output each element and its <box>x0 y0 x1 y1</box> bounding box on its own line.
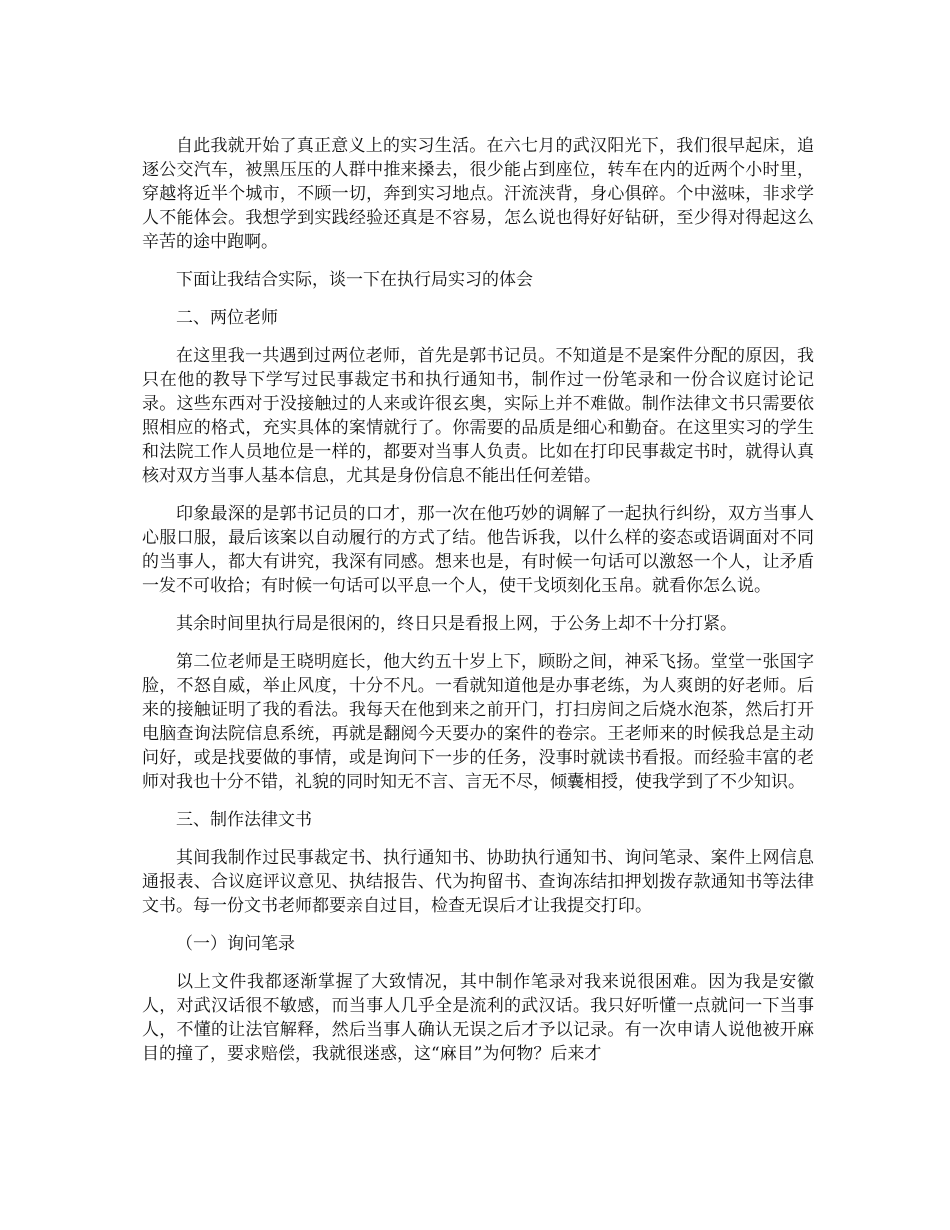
subsection-heading-inquiry-record: （一）询问笔录 <box>176 934 295 954</box>
paragraph-intro-experience: 下面让我结合实际，谈一下在执行局实习的体会 <box>176 270 533 290</box>
paragraph-judge-wang: 第二位老师是王晓明庭长，他大约五十岁上下，顾盼之间，神采飞扬。堂堂一张国字脸，不怒自威，举止风度，十分不凡。一看就知道他是办事老练，为人爽朗的好老师。后来的接触证明了我的看法。我每天在他到来之前开门，打扫房间之后烧水泡茶，然后打开电脑查询法院信息系统，再就是翻阅今天要办的案件的卷宗。王老师来的时候我总是主动问好，或是找要做的事情，或是询问下一步的任务，没事时就读书看报。而经验丰富的老师对我也十分不错，礼貌的同时知无不言、言无不尽，倾囊相授，使我学到了不少知识。 <box>142 652 814 792</box>
paragraph-clerk-guo: 在这里我一共遇到过两位老师，首先是郭书记员。不知道是不是案件分配的原因，我只在他的教导下学写过民事裁定书和执行通知书，制作过一份笔录和一份合议庭讨论记录。这些东西对于没接触过的人来或许很玄奥，实际上并不难做。制作法律文书只需要依照相应的格式，充实具体的案情就行了。你需要的品质是细心和勤奋。在这里实习的学生和法院工作人员地位是一样的，都要对当事人负责。比如在打印民事裁定书时，就得认真核对双方当事人基本信息，尤其是身份信息不能出任何差错。 <box>142 346 814 486</box>
paragraph-inquiry-difficulty: 以上文件我都逐渐掌握了大致情况，其中制作笔录对我来说很困难。因为我是安徽人，对武汉话很不敏感，而当事人几乎全是流利的武汉话。我只好听懂一点就问一下当事人，不懂的让法官解释，然后当事人确认无误之后才予以记录。有一次申请人说他被开麻目的撞了，要求赔偿，我就很迷惑，这“麻目”为何物？后来才 <box>142 972 814 1064</box>
paragraph-eloquence: 印象最深的是郭书记员的口才，那一次在他巧妙的调解了一起执行纠纷，双方当事人心服口服，最后该案以自动履行的方式了结。他告诉我，以什么样的姿态或语调面对不同的当事人，都大有讲究，我深有同感。想来也是，有时候一句话可以激怒一个人，让矛盾一发不可收拾；有时候一句话可以平息一个人，使干戈顷刻化玉帛。就看你怎么说。 <box>142 504 814 596</box>
paragraph-documents-list: 其间我制作过民事裁定书、执行通知书、协助执行通知书、询问笔录、案件上网信息通报表、合议庭评议意见、执结报告、代为拘留书、查询冻结扣押划拨存款通知书等法律文书。每一份文书老师都要亲自过目，检查无误后才让我提交打印。 <box>142 848 814 916</box>
document-body <box>142 134 814 1066</box>
paragraph-idle-time: 其余时间里执行局是很闲的，终日只是看报上网，于公务上却不十分打紧。 <box>176 614 737 634</box>
paragraph-internship-life: 自此我就开始了真正意义上的实习生活。在六七月的武汉阳光下，我们很早起床，追逐公交汽车，被黑压压的人群中推来搡去，很少能占到座位，转车在内的近两个小时里，穿越将近半个城市，不顾一切，奔到实习地点。汗流浃背，身心俱碎。个中滋味，非求学人不能体会。我想学到实践经验还真是不容易，怎么说也得好好钻研，至少得对得起这么辛苦的途中跑啊。 <box>142 136 814 252</box>
section-heading-legal-documents: 三、制作法律文书 <box>176 810 312 830</box>
section-heading-two-teachers: 二、两位老师 <box>176 308 278 328</box>
